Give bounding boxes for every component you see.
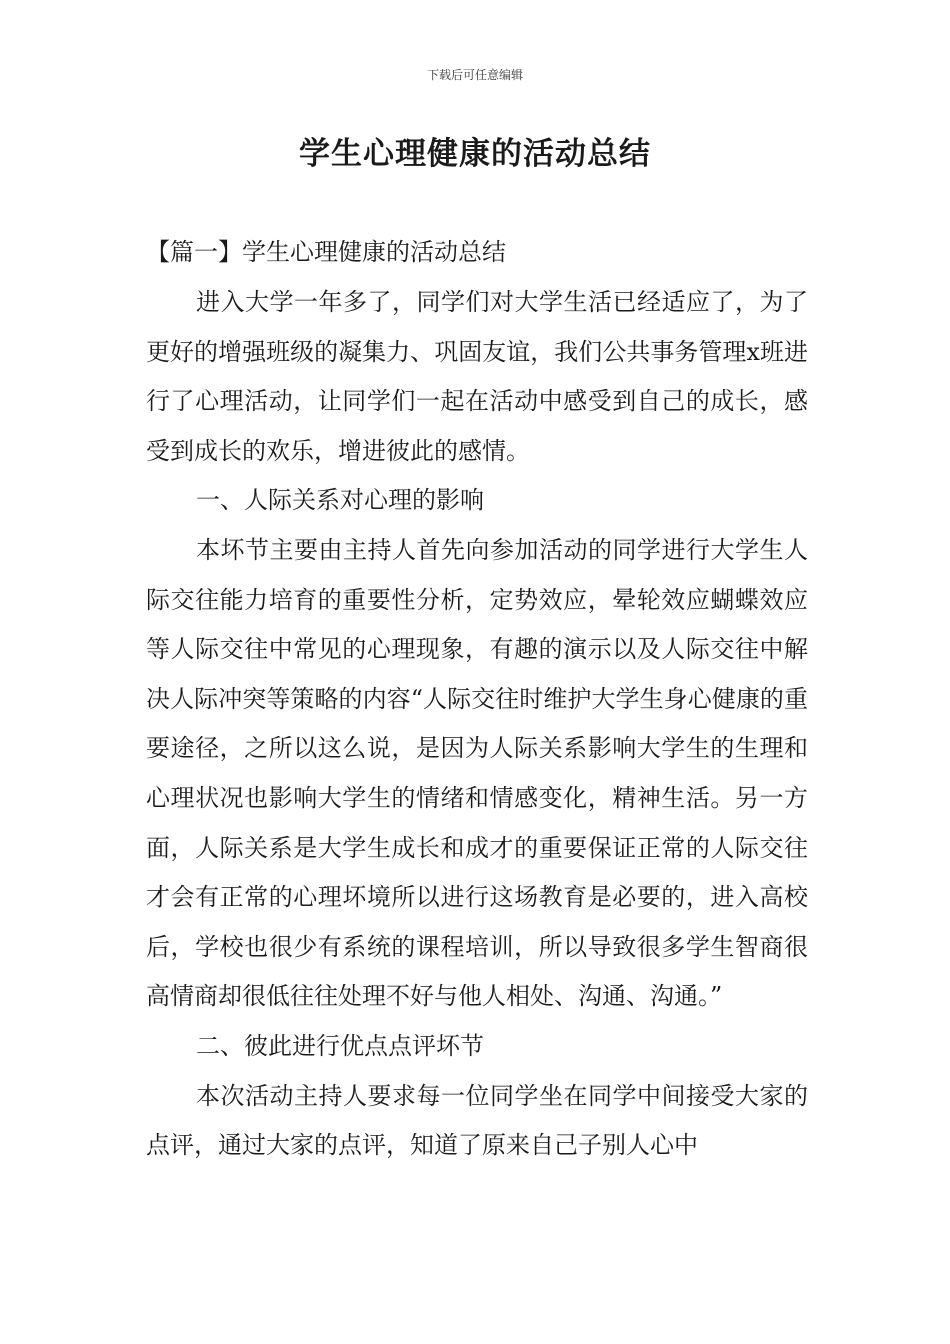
document-title: 学生心理健康的活动总结 bbox=[299, 136, 651, 172]
subheading-interpersonal: 一、人际关系对心理的影响 bbox=[196, 486, 484, 515]
subheading-evaluation: 二、彼此进行优点点评坏节 bbox=[196, 1031, 484, 1060]
document-body bbox=[146, 278, 808, 1171]
paragraph-interpersonal: 本坏节主要由主持人首先向参加活动的同学进行大学生人际交往能力培育的重要性分析，定势效应，晕轮效应蝴蝶效应等人际交往中常见的心理现象，有趣的演示以及人际交往中解决人际冲突等策略的内容“人际交往时维护大学生身心健康的重要途径，之所以这么说，是因为人际关系影响大学生的生理和心理状况也影响大学生的情绪和情感变化，精神生活。另一方面，人际关系是大学生成长和成才的重要保证正常的人际交往才会有正常的心理坏境所以进行这场教育是必要的，进入高校后，学校也很少有系统的课程培训，所以导致很多学生智商很高情商却很低往往处理不好与他人相处、沟通、沟通。” bbox=[146, 535, 808, 1011]
section-heading: 【篇一】学生心理健康的活动总结 bbox=[146, 238, 506, 266]
header-note: 下载后可任意编辑 bbox=[426, 68, 523, 82]
paragraph-evaluation: 本次活动主持人要求每一位同学坐在同学中间接受大家的点评，通过大家的点评，知道了原来自己子别人心中 bbox=[146, 1081, 808, 1160]
paragraph-intro: 进入大学一年多了，同学们对大学生活已经适应了，为了更好的增强班级的凝集力、巩固友谊，我们公共事务管理x班进行了心理活动，让同学们一起在活动中感受到自己的成长，感受到成长的欢乐，增进彼此的感情。 bbox=[146, 288, 808, 465]
